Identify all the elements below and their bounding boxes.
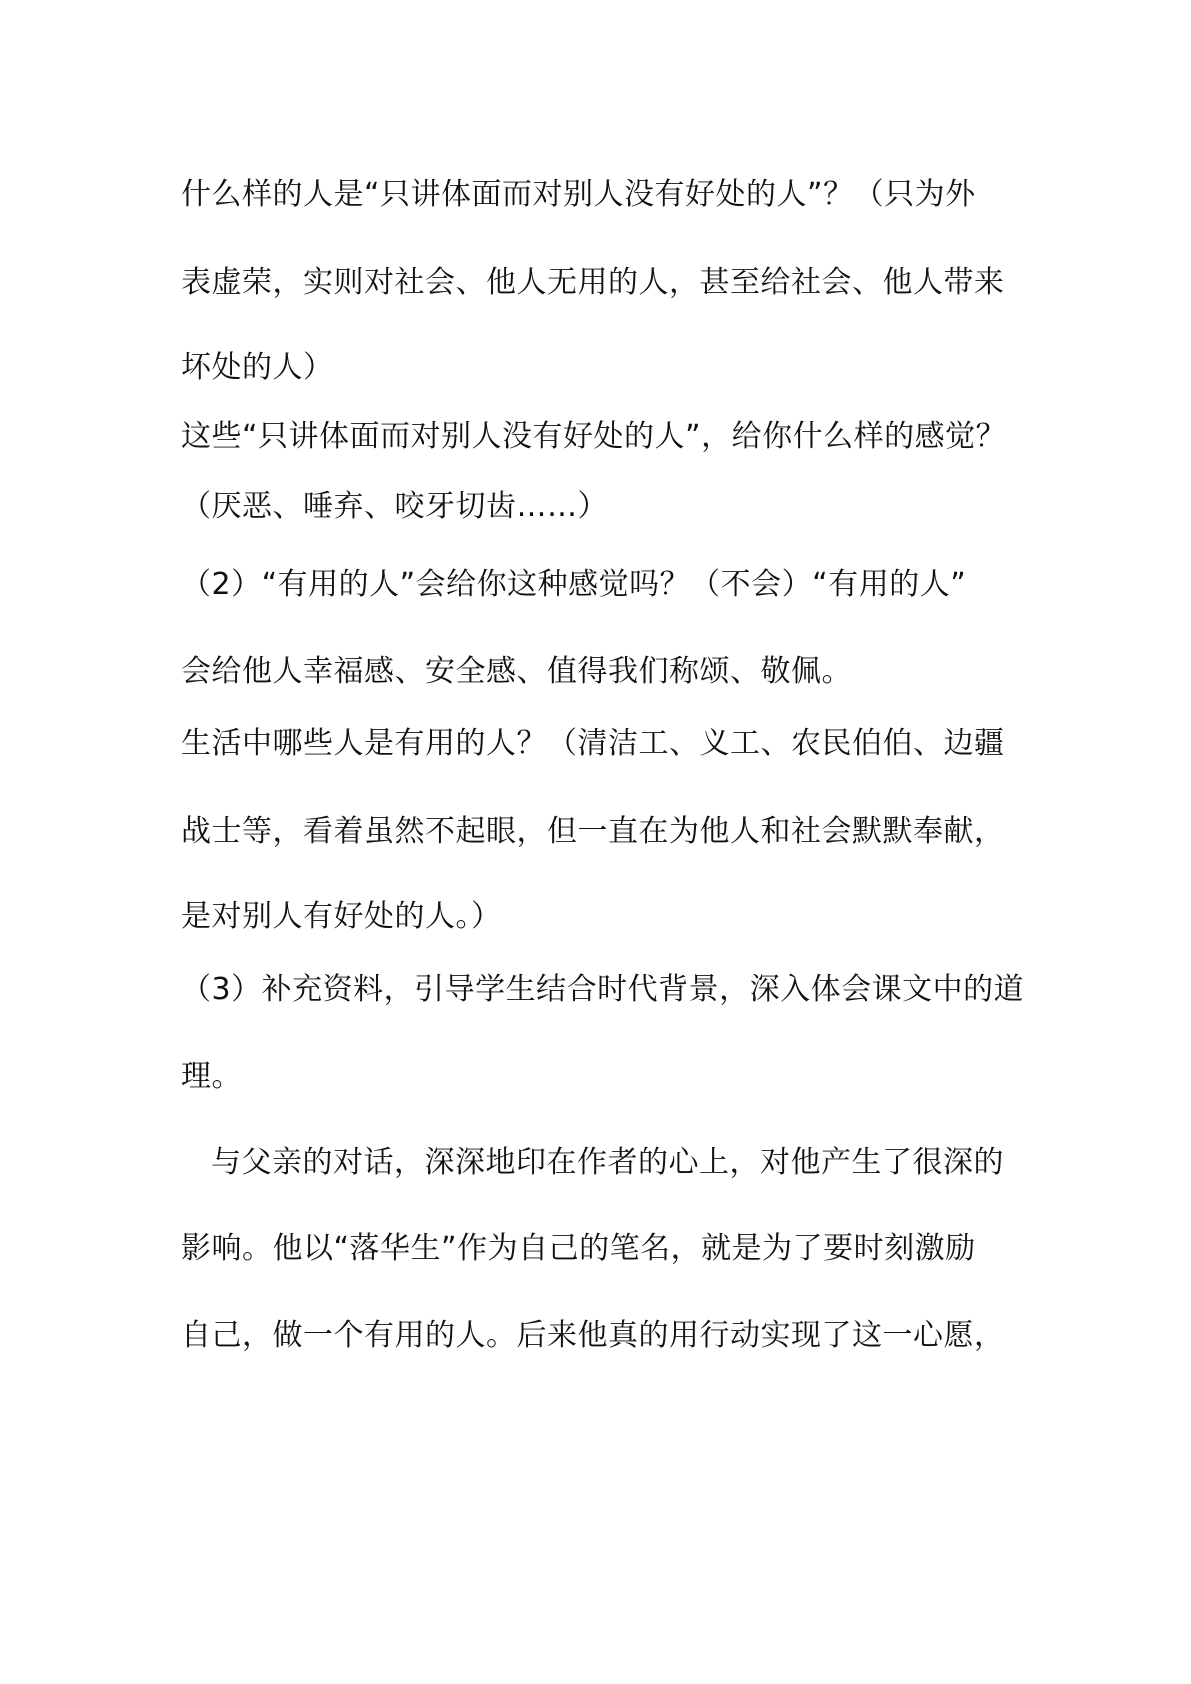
paragraph-line: （厌恶、唾弃、咬牙切齿……） (181, 489, 608, 524)
paragraph-line: 表虚荣，实则对社会、他人无用的人，甚至给社会、他人带来 (181, 265, 1005, 300)
paragraph-line: 战士等，看着虽然不起眼，但一直在为他人和社会默默奉献， (181, 814, 1005, 849)
paragraph-line: 会给他人幸福感、安全感、值得我们称颂、敬佩。 (181, 654, 852, 689)
paragraph-line: 理。 (181, 1059, 242, 1094)
paragraph-line: （3）补充资料，引导学生结合时代背景，深入体会课文中的道 (181, 972, 1025, 1007)
paragraph-line: 与父亲的对话，深深地印在作者的心上，对他产生了很深的 (211, 1145, 1004, 1180)
paragraph-line: 这些“只讲体面而对别人没有好处的人”，给你什么样的感觉？ (181, 419, 1007, 454)
paragraph-line: 自己，做一个有用的人。后来他真的用行动实现了这一心愿， (181, 1318, 1005, 1353)
paragraph-line: 生活中哪些人是有用的人？（清洁工、义工、农民伯伯、边疆 (181, 726, 1005, 761)
paragraph-line: 影响。他以“落华生”作为自己的笔名，就是为了要时刻激励 (181, 1231, 976, 1266)
paragraph-line: 是对别人有好处的人。） (181, 899, 502, 934)
paragraph-line: 什么样的人是“只讲体面而对别人没有好处的人”？（只为外 (181, 177, 976, 212)
paragraph-line: （2）“有用的人”会给你这种感觉吗？（不会）“有用的人” (181, 567, 967, 602)
paragraph-line: 坏处的人） (181, 350, 334, 385)
